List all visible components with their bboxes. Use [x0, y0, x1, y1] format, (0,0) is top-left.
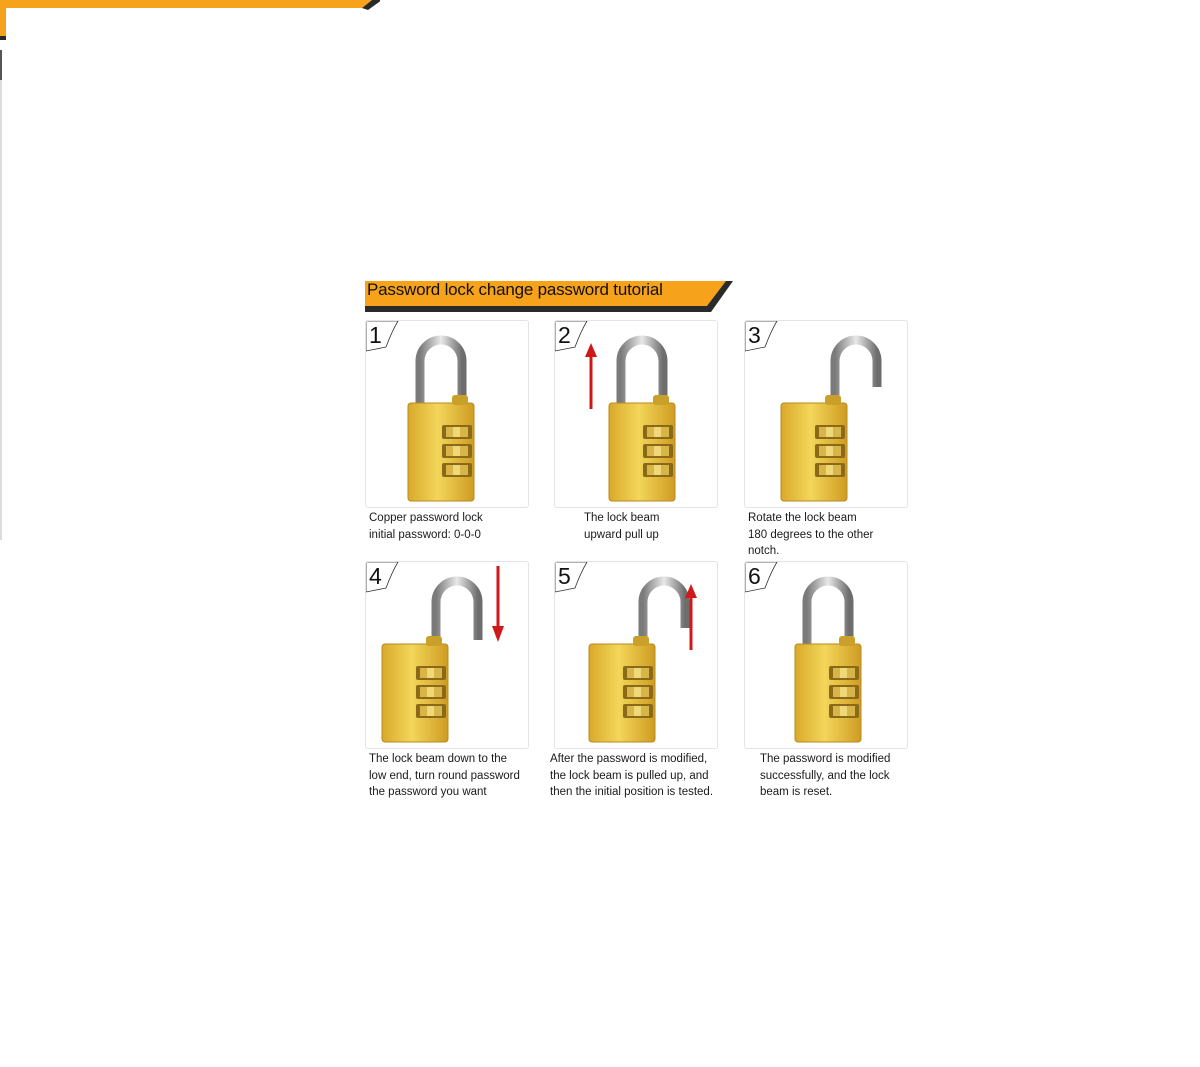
padlock-icon	[366, 562, 528, 748]
step-caption: The lock beam down to the low end, turn round password the password you want	[369, 753, 520, 798]
left-edge-line	[0, 40, 4, 540]
step-caption: The lock beam upward pull up	[584, 512, 660, 541]
step-panel	[365, 561, 529, 749]
padlock-icon	[555, 321, 717, 507]
step-panel	[365, 320, 529, 508]
padlock-icon	[745, 321, 907, 507]
step-number: 5	[558, 563, 571, 589]
padlock-icon	[745, 562, 907, 748]
tutorial-graphic	[365, 278, 913, 818]
step-number: 2	[558, 322, 571, 348]
step-number: 4	[369, 563, 382, 589]
step-caption: After the password is modified, the lock beam is pulled up, and then the initial position is tested.	[550, 753, 714, 798]
step-panel	[554, 320, 718, 508]
corner-banner	[0, 0, 380, 40]
step-panel	[554, 561, 718, 749]
tutorial-title: Password lock change password tutorial	[367, 280, 663, 299]
step-caption: Copper password lock initial password: 0-0-0	[369, 512, 483, 541]
padlock-icon	[366, 321, 528, 507]
step-caption: The password is modified successfully, and the lock beam is reset.	[760, 753, 891, 798]
step-panel	[744, 561, 908, 749]
step-panel	[744, 320, 908, 508]
step-number: 6	[748, 563, 761, 589]
padlock-icon	[555, 562, 717, 748]
step-caption: Rotate the lock beam 180 degrees to the other notch.	[748, 512, 874, 557]
step-number: 3	[748, 322, 761, 348]
step-number: 1	[369, 322, 382, 348]
